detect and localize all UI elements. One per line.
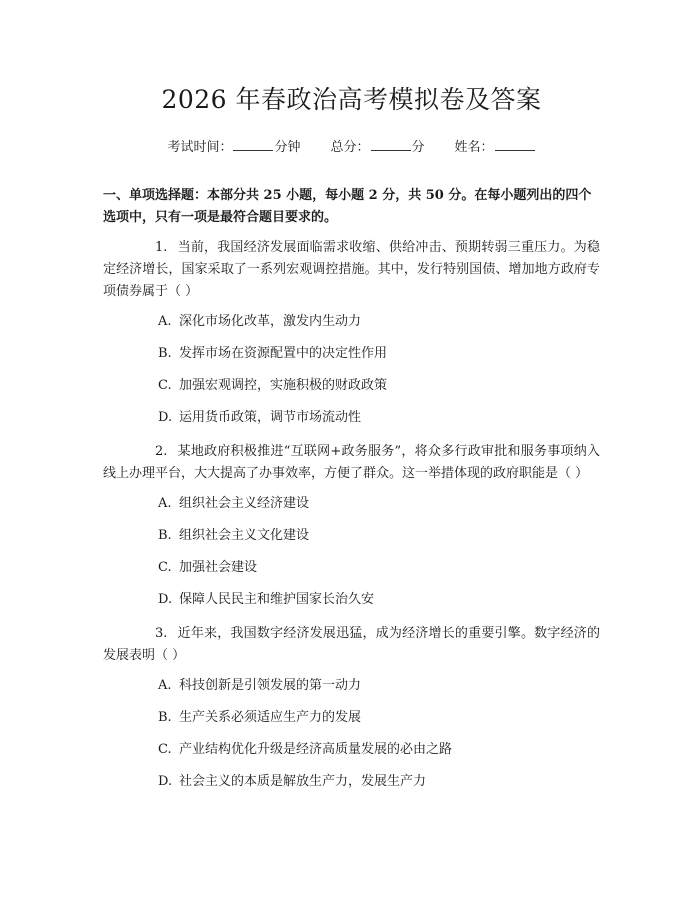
option-text: 生产关系必须适应生产力的发展 <box>179 710 362 725</box>
question-text: 近年来，我国数字经济发展迅猛，成为经济增长的重要引擎。数字经济的发展表明（ ） <box>103 626 600 663</box>
total-score-field <box>330 137 424 157</box>
exam-time-field <box>167 137 300 157</box>
option-c[interactable] <box>103 559 600 577</box>
option-text: 加强宏观调控，实施积极的财政政策 <box>179 378 388 393</box>
total-score-label: 总分： <box>330 140 370 155</box>
student-name-field <box>455 137 536 157</box>
question-2 <box>103 441 600 609</box>
question-number: 3. <box>155 626 168 641</box>
exam-time-label: 考试时间： <box>167 140 233 155</box>
question-1 <box>103 237 600 427</box>
option-letter: A. <box>158 678 172 693</box>
question-stem <box>103 441 600 485</box>
option-d[interactable] <box>103 591 600 609</box>
option-text: 运用货币政策，调节市场流动性 <box>179 410 362 425</box>
option-d[interactable] <box>103 773 600 791</box>
option-list <box>103 495 600 609</box>
option-letter: A. <box>158 314 172 329</box>
option-c[interactable] <box>103 377 600 395</box>
option-b[interactable] <box>103 709 600 727</box>
question-3 <box>103 623 600 791</box>
option-letter: C. <box>158 560 172 575</box>
option-letter: A. <box>158 496 172 511</box>
option-text: 加强社会建设 <box>179 560 258 575</box>
option-letter: D. <box>158 774 173 789</box>
option-text: 社会主义的本质是解放生产力，发展生产力 <box>179 774 427 789</box>
question-stem <box>103 623 600 667</box>
total-score-blank[interactable] <box>371 137 411 151</box>
option-a[interactable] <box>103 313 600 331</box>
option-d[interactable] <box>103 409 600 427</box>
option-letter: B. <box>158 710 172 725</box>
student-name-label: 姓名： <box>454 140 494 155</box>
student-name-blank[interactable] <box>495 137 535 151</box>
option-letter: D. <box>158 410 173 425</box>
question-text: 当前，我国经济发展面临需求收缩、供给冲击、预期转弱三重压力。为稳定经济增长，国家采取了一系列宏观调控措施。其中，发行特别国债、增加地方政府专项债券属于（ ） <box>103 240 600 299</box>
question-number: 1. <box>155 240 168 255</box>
question-text: 某地政府积极推进“互联网+政务服务”，将众多行政审批和服务事项纳入线上办理平台，大大提高了办事效率，方便了群众。这一举措体现的政府职能是（ ） <box>103 444 600 481</box>
option-list <box>103 677 600 791</box>
option-list <box>103 313 600 427</box>
question-number: 2. <box>155 444 168 459</box>
total-score-unit: 分 <box>411 140 425 155</box>
option-text: 科技创新是引领发展的第一动力 <box>179 678 362 693</box>
section-heading: 一、单项选择题：本部分共 25 小题，每小题 2 分，共 50 分。在每小题列出的四个选项中，只有一项是最符合题目要求的。 <box>103 188 592 225</box>
option-text: 深化市场化改革，激发内生动力 <box>179 314 362 329</box>
exam-time-blank[interactable] <box>233 137 273 151</box>
option-letter: B. <box>158 346 172 361</box>
option-text: 组织社会主义文化建设 <box>179 528 310 543</box>
page-title: 2026 年春政治高考模拟卷及答案 <box>161 85 542 114</box>
option-text: 发挥市场在资源配置中的决定性作用 <box>179 346 388 361</box>
option-text: 保障人民民主和维护国家长治久安 <box>179 592 375 607</box>
option-text: 产业结构优化升级是经济高质量发展的必由之路 <box>179 742 453 757</box>
option-letter: C. <box>158 378 172 393</box>
option-letter: C. <box>158 742 172 757</box>
option-b[interactable] <box>103 527 600 545</box>
option-a[interactable] <box>103 677 600 695</box>
exam-time-unit: 分钟 <box>274 140 301 155</box>
exam-info-row <box>103 137 600 157</box>
option-text: 组织社会主义经济建设 <box>179 496 310 511</box>
option-a[interactable] <box>103 495 600 513</box>
option-letter: B. <box>158 528 172 543</box>
option-letter: D. <box>158 592 173 607</box>
option-c[interactable] <box>103 741 600 759</box>
option-b[interactable] <box>103 345 600 363</box>
question-stem <box>103 237 600 303</box>
